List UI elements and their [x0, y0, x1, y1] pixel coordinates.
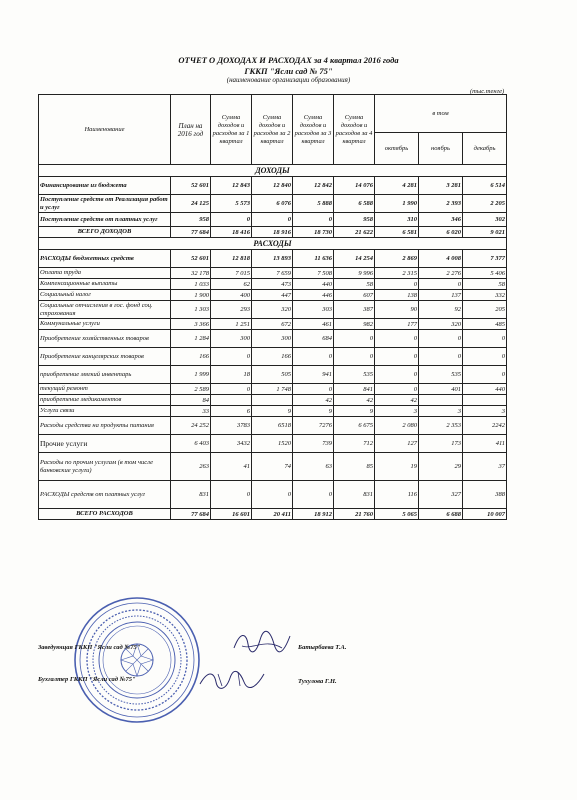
accountant-title: Бухгалтер ГККП "Ясли сад №75"	[38, 676, 136, 683]
header-q1: Сумма доходов и расходов за 1 квартал	[211, 95, 252, 165]
row-value: 6518	[252, 417, 293, 435]
row-value: 18 912	[293, 509, 334, 520]
row-label: Расходы по прочим услугам (в том числе банковские услуги)	[39, 453, 171, 481]
row-label: Расходы средства на продукты питания	[39, 417, 171, 435]
table-row	[39, 195, 507, 213]
row-value: 2 205	[463, 195, 507, 213]
table-row	[39, 279, 507, 290]
row-value: 0	[334, 348, 375, 366]
row-value: 12 842	[293, 177, 334, 195]
row-value: 58	[334, 279, 375, 290]
row-value: 3783	[211, 417, 252, 435]
row-value: 0	[419, 330, 463, 348]
row-value: 300	[252, 330, 293, 348]
row-value: 535	[419, 366, 463, 384]
row-value: 485	[463, 319, 507, 330]
row-value: 116	[375, 481, 419, 509]
row-value: 10 007	[463, 509, 507, 520]
row-value: 0	[375, 330, 419, 348]
row-value: 1 748	[252, 384, 293, 395]
row-value: 18 916	[252, 227, 293, 238]
table-row	[39, 406, 507, 417]
row-value: 320	[419, 319, 463, 330]
row-value: 24 252	[171, 417, 211, 435]
row-value: 535	[334, 366, 375, 384]
row-label: Компенсационные выплаты	[39, 279, 171, 290]
row-value: 173	[419, 435, 463, 453]
row-value: 400	[211, 290, 252, 301]
row-value: 739	[293, 435, 334, 453]
row-value: 0	[293, 348, 334, 366]
table-row	[39, 453, 507, 481]
organization-note: (наименование организации образования)	[226, 76, 351, 84]
row-label: Поступление средств от платных услуг	[39, 213, 171, 227]
row-value: 1 303	[171, 301, 211, 319]
row-value: 63	[293, 453, 334, 481]
row-value: 1 900	[171, 290, 211, 301]
row-value: 2 393	[419, 195, 463, 213]
row-value: 74	[252, 453, 293, 481]
row-value: 12 818	[211, 250, 252, 268]
row-label: Поступление средств от Реализация работ и услуг	[39, 195, 171, 213]
table-row	[39, 481, 507, 509]
row-value: 52 601	[171, 250, 211, 268]
table-row	[39, 435, 507, 453]
row-value: 37	[463, 453, 507, 481]
row-value: 401	[419, 384, 463, 395]
row-value: 166	[252, 348, 293, 366]
row-value: 42	[375, 395, 419, 406]
row-value: 16 601	[211, 509, 252, 520]
row-label: Социальный налог	[39, 290, 171, 301]
row-value: 3432	[211, 435, 252, 453]
row-value: 0	[463, 348, 507, 366]
header-plan: План на 2016 год	[171, 95, 211, 165]
row-value: 440	[463, 384, 507, 395]
row-value: 0	[293, 384, 334, 395]
row-value: 6 514	[463, 177, 507, 195]
row-label: Прочие услуги	[39, 435, 171, 453]
row-value: 0	[252, 213, 293, 227]
head-signature	[232, 628, 292, 656]
row-value: 346	[419, 213, 463, 227]
table-row	[39, 250, 507, 268]
row-value: 12 840	[252, 177, 293, 195]
row-value: 85	[334, 453, 375, 481]
row-value: 7 377	[463, 250, 507, 268]
row-value: 0	[419, 348, 463, 366]
row-value: 29	[419, 453, 463, 481]
row-value: 3 281	[419, 177, 463, 195]
row-value: 77 684	[171, 509, 211, 520]
row-value: 177	[375, 319, 419, 330]
row-value: 712	[334, 435, 375, 453]
row-value: 14 076	[334, 177, 375, 195]
row-value: 5 065	[375, 509, 419, 520]
row-value: 411	[463, 435, 507, 453]
row-value: 9	[293, 406, 334, 417]
header-december: декабрь	[463, 133, 507, 165]
row-value: 0	[211, 481, 252, 509]
row-value: 446	[293, 290, 334, 301]
row-value: 5 406	[463, 268, 507, 279]
income-expense-table	[38, 94, 507, 520]
row-value: 0	[375, 366, 419, 384]
row-value	[211, 395, 252, 406]
row-value: 41	[211, 453, 252, 481]
header-october: октябрь	[375, 133, 419, 165]
row-value: 958	[334, 213, 375, 227]
row-value: 9	[252, 406, 293, 417]
row-value: 42	[293, 395, 334, 406]
row-value: 32 178	[171, 268, 211, 279]
row-label: текущий ремонт	[39, 384, 171, 395]
official-stamp	[72, 595, 202, 725]
row-value: 90	[375, 301, 419, 319]
table-row	[39, 268, 507, 279]
row-value: 2 589	[171, 384, 211, 395]
header-name: Наименование	[39, 95, 171, 165]
row-value: 0	[293, 481, 334, 509]
table-row	[39, 177, 507, 195]
row-value: 166	[171, 348, 211, 366]
row-value: 841	[334, 384, 375, 395]
row-value: 1 999	[171, 366, 211, 384]
row-value: 92	[419, 301, 463, 319]
row-value: 84	[171, 395, 211, 406]
organization-name: ГККП "Ясли сад № 75"	[244, 66, 333, 76]
accountant-name: Тухулова Г.Н.	[298, 678, 337, 685]
row-value: 18 416	[211, 227, 252, 238]
row-label: РАСХОДЫ бюджетных средств	[39, 250, 171, 268]
row-value: 607	[334, 290, 375, 301]
row-value: 2 869	[375, 250, 419, 268]
row-value: 327	[419, 481, 463, 509]
row-value: 684	[293, 330, 334, 348]
row-value: 0	[293, 213, 334, 227]
row-value: 2 080	[375, 417, 419, 435]
row-value: 447	[252, 290, 293, 301]
table-row	[39, 395, 507, 406]
row-value: 9 996	[334, 268, 375, 279]
row-label: Приобретение хозяйственных товаров	[39, 330, 171, 348]
row-value: 473	[252, 279, 293, 290]
row-value: 3	[463, 406, 507, 417]
header-q2: Сумма доходов и расходов за 2 квартал	[252, 95, 293, 165]
row-value: 1 033	[171, 279, 211, 290]
row-value: 2 276	[419, 268, 463, 279]
row-value: 6 688	[419, 509, 463, 520]
head-title: Заведующая ГККП "Ясли сад №75"	[38, 644, 141, 651]
row-value: 1 251	[211, 319, 252, 330]
table-row	[39, 366, 507, 384]
row-value: 941	[293, 366, 334, 384]
table-row	[39, 330, 507, 348]
row-label: приобретение медикаментов	[39, 395, 171, 406]
row-value: 3	[419, 406, 463, 417]
row-value: 0	[252, 481, 293, 509]
row-label: Приобретение канцелярских товаров	[39, 348, 171, 366]
row-value: 2 353	[419, 417, 463, 435]
row-value: 332	[463, 290, 507, 301]
income-total-row	[39, 227, 507, 238]
row-label: ВСЕГО РАСХОДОВ	[39, 509, 171, 520]
row-value: 21 760	[334, 509, 375, 520]
table-row	[39, 213, 507, 227]
row-value: 831	[334, 481, 375, 509]
row-label: Социальные отчисления в гос. фонд соц. страхования	[39, 301, 171, 319]
header-incl: в том	[375, 95, 507, 133]
row-value: 6 581	[375, 227, 419, 238]
row-value: 0	[375, 348, 419, 366]
section-income: ДОХОДЫ	[39, 165, 507, 177]
row-value	[463, 395, 507, 406]
table-row	[39, 348, 507, 366]
expense-total-row	[39, 509, 507, 520]
row-value: 5 888	[293, 195, 334, 213]
row-value: 7 659	[252, 268, 293, 279]
row-value: 2242	[463, 417, 507, 435]
row-value: 0	[211, 384, 252, 395]
accountant-signature	[198, 668, 268, 692]
section-expenses: РАСХОДЫ	[39, 238, 507, 250]
row-value: 1520	[252, 435, 293, 453]
row-value: 0	[375, 279, 419, 290]
row-value: 0	[334, 330, 375, 348]
row-value: 4 281	[375, 177, 419, 195]
row-value: 387	[334, 301, 375, 319]
row-label: Оплата труда	[39, 268, 171, 279]
row-value: 5 573	[211, 195, 252, 213]
row-value: 320	[252, 301, 293, 319]
head-name: Батырбаева Т.А.	[298, 644, 347, 651]
row-value: 7 508	[293, 268, 334, 279]
row-value	[419, 395, 463, 406]
table-row	[39, 384, 507, 395]
row-value: 21 622	[334, 227, 375, 238]
row-value: 6	[211, 406, 252, 417]
row-label: Услуги связи	[39, 406, 171, 417]
row-value: 205	[463, 301, 507, 319]
row-value: 302	[463, 213, 507, 227]
report-title: ОТЧЕТ О ДОХОДАХ И РАСХОДАХ за 4 квартал 2016 года	[178, 55, 399, 65]
row-value: 3 366	[171, 319, 211, 330]
row-value: 3	[375, 406, 419, 417]
header-november: ноябрь	[419, 133, 463, 165]
row-value: 9 021	[463, 227, 507, 238]
row-value: 52 601	[171, 177, 211, 195]
row-value: 6 403	[171, 435, 211, 453]
row-value: 127	[375, 435, 419, 453]
row-value: 62	[211, 279, 252, 290]
header-q4: Сумма доходов и расходов за 4 квартал	[334, 95, 375, 165]
row-value: 137	[419, 290, 463, 301]
row-label: приобретение мягкий инвентарь	[39, 366, 171, 384]
table-row	[39, 290, 507, 301]
row-value: 13 893	[252, 250, 293, 268]
row-value: 505	[252, 366, 293, 384]
row-value: 20 411	[252, 509, 293, 520]
row-value: 7 015	[211, 268, 252, 279]
row-value: 14 254	[334, 250, 375, 268]
table-row	[39, 417, 507, 435]
row-value: 11 636	[293, 250, 334, 268]
row-value: 19	[375, 453, 419, 481]
units-label: (тыс.тенге)	[470, 88, 505, 95]
row-value: 440	[293, 279, 334, 290]
row-value: 7276	[293, 417, 334, 435]
row-value: 138	[375, 290, 419, 301]
row-label: Коммунальные услуги	[39, 319, 171, 330]
row-value: 293	[211, 301, 252, 319]
row-value: 0	[419, 279, 463, 290]
row-value: 6 588	[334, 195, 375, 213]
row-value: 263	[171, 453, 211, 481]
row-value: 0	[211, 213, 252, 227]
row-value: 33	[171, 406, 211, 417]
row-value: 24 125	[171, 195, 211, 213]
row-value: 0	[375, 384, 419, 395]
row-value: 310	[375, 213, 419, 227]
row-value: 1 990	[375, 195, 419, 213]
row-value: 831	[171, 481, 211, 509]
row-value: 958	[171, 213, 211, 227]
row-value: 982	[334, 319, 375, 330]
row-value: 6 675	[334, 417, 375, 435]
row-value: 18	[211, 366, 252, 384]
row-value: 4 008	[419, 250, 463, 268]
row-value: 1 284	[171, 330, 211, 348]
row-label: ВСЕГО ДОХОДОВ	[39, 227, 171, 238]
row-value: 42	[334, 395, 375, 406]
row-value: 388	[463, 481, 507, 509]
row-value: 6 076	[252, 195, 293, 213]
row-value: 12 843	[211, 177, 252, 195]
row-value: 18 730	[293, 227, 334, 238]
row-value: 6 020	[419, 227, 463, 238]
header-q3: Сумма доходов и расходов за 3 квартал	[293, 95, 334, 165]
row-value: 0	[211, 348, 252, 366]
row-label: РАСХОДЫ средств от платных услуг	[39, 481, 171, 509]
row-value: 9	[334, 406, 375, 417]
row-value: 77 684	[171, 227, 211, 238]
row-value	[252, 395, 293, 406]
row-value: 0	[463, 366, 507, 384]
row-value: 303	[293, 301, 334, 319]
row-value: 2 315	[375, 268, 419, 279]
table-row	[39, 301, 507, 319]
table-row	[39, 319, 507, 330]
row-value: 0	[463, 330, 507, 348]
row-value: 300	[211, 330, 252, 348]
row-value: 461	[293, 319, 334, 330]
row-value: 58	[463, 279, 507, 290]
row-label: Финансирование из бюджета	[39, 177, 171, 195]
row-value: 672	[252, 319, 293, 330]
